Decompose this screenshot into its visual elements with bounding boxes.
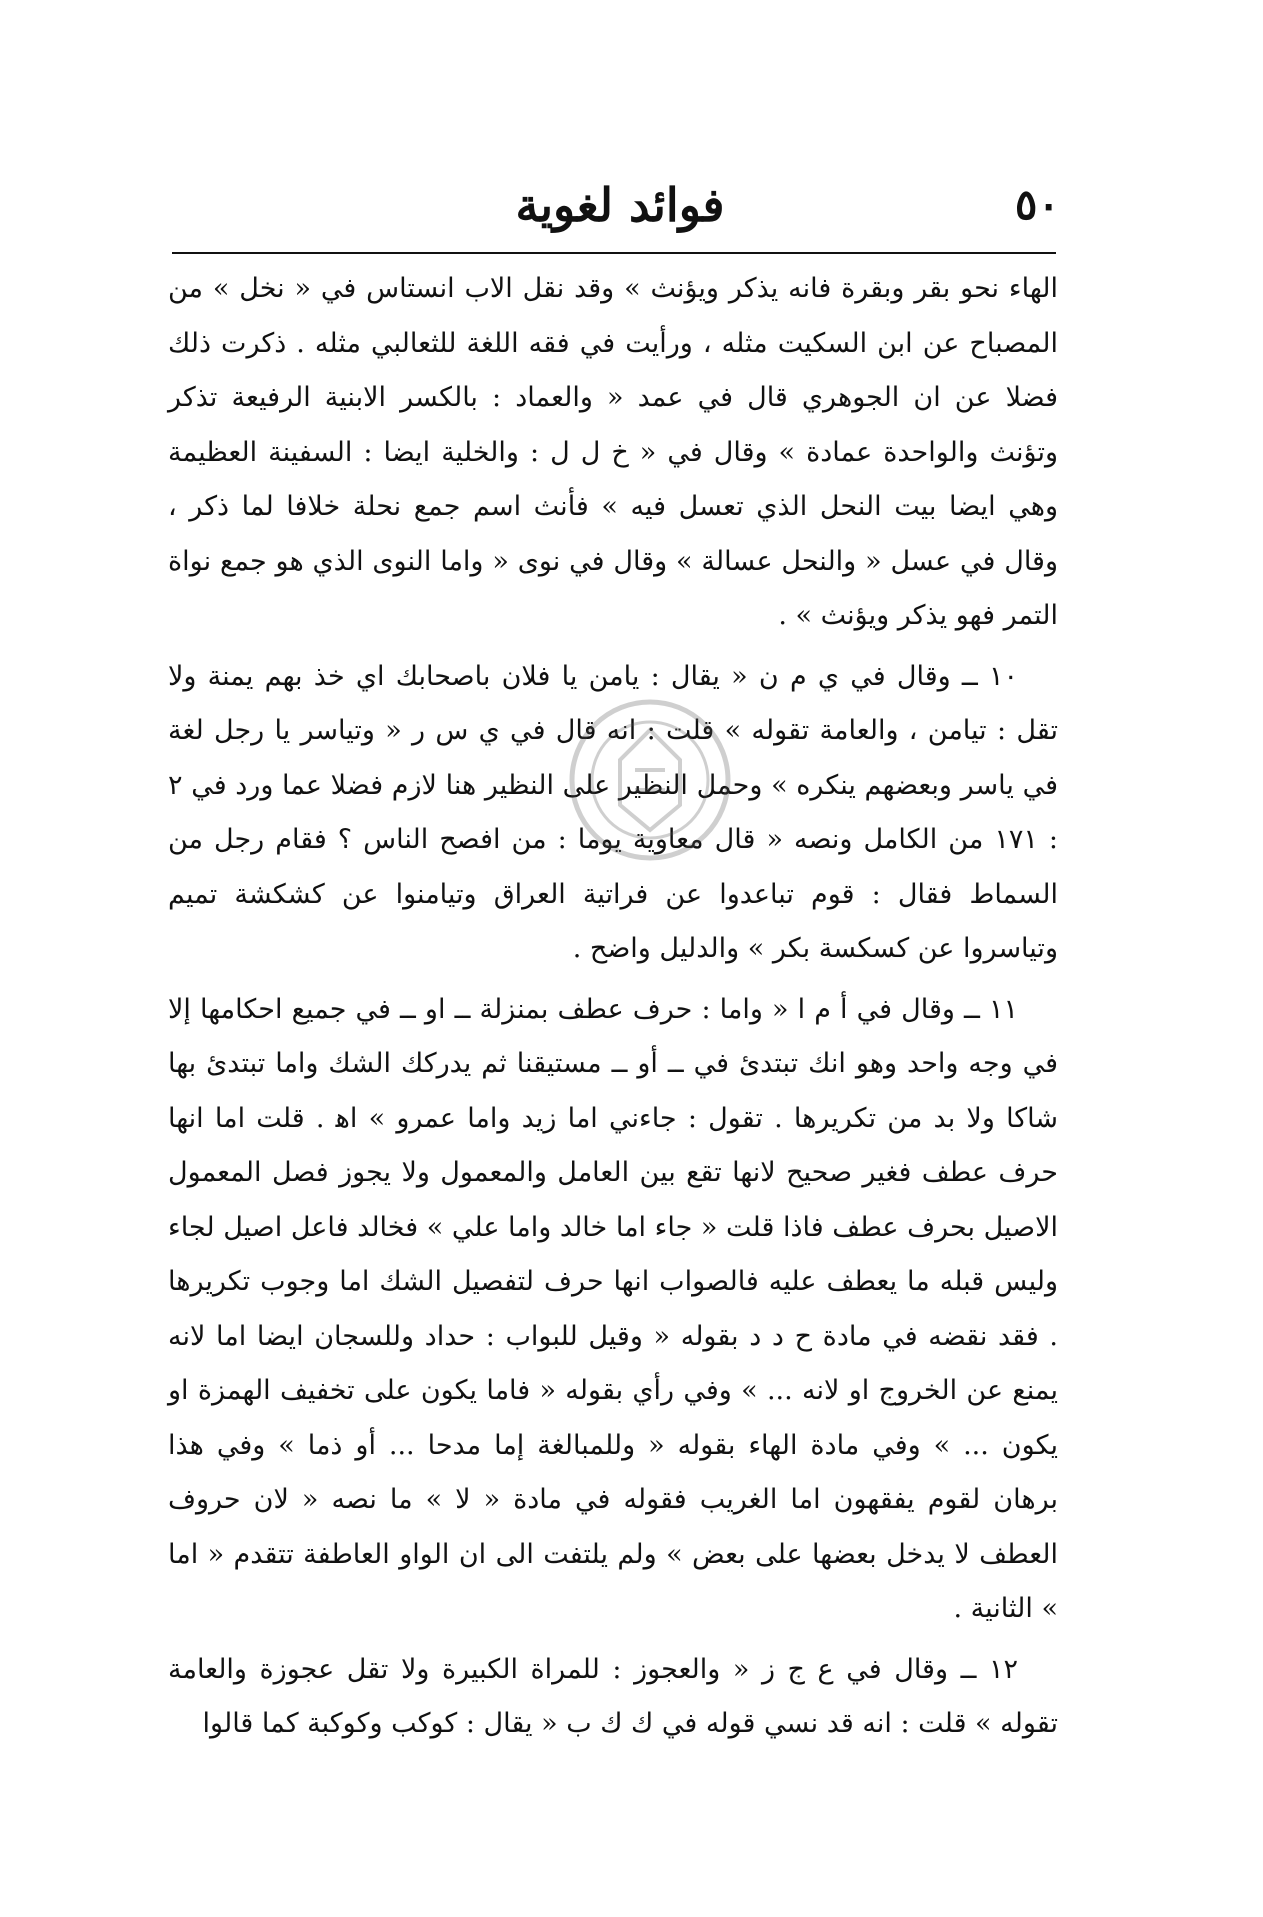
paragraph-item-10: ١٠ ــ وقال في ي م ن « يقال : يامن يا فلان باصحابك اي خذ بهم يمنة ولا تقل : تيامن ، والعامة تقوله » قلت : انه قال في ي س ر « وتياسر يا رجل لغة في ياسر وبعضهم ينكره » وحمل النظير على النظير هنا لازم فضلا عما ورد في ٢ : ١٧١ من الكامل ونصه « قال معاوية يوما : من افصح الناس ؟ فقام رجل من السماط فقال : قوم تباعدوا عن فراتية العراق وتيامنوا عن كشكشة تميم وتياسروا عن كسكسة بكر » والدليل واضح . (168, 660, 1059, 964)
paragraph-continuation: الهاء نحو بقر وبقرة فانه يذكر ويؤنث » وقد نقل الاب انستاس في « نخل » من المصباح عن ابن السكيت مثله ، ورأيت في فقه اللغة للثعالبي مثله . ذكرت ذلك فضلا عن ان الجوهري قال في عمد « والعماد : بالكسر الابنية الرفيعة تذكر وتؤنث والواحدة عمادة » وقال في « خ ل ل : والخلية ايضا : السفينة العظيمة وهي ايضا بيت النحل الذي تعسل فيه » فأنث اسم جمع نحلة خلافا لما ذكر ، وقال في عسل « والنحل عسالة » وقال في نوى « واما النوى الذي هو جمع نواة التمر فهو يذكر ويؤنث » . (168, 273, 1058, 631)
header-rule (172, 252, 1056, 254)
page-header (180, 170, 1060, 250)
page-number: ٥٠ (1014, 180, 1060, 229)
running-title: فوائد لغوية (515, 178, 725, 232)
page-body (168, 262, 1058, 1758)
paragraph-item-12: ١٢ ــ وقال في ع ج ز « والعجوز : للمراة الكبيرة ولا تقل عجوزة والعامة تقوله » قلت : انه قد نسي قوله في ك ك ب « يقال : كوكب وكوكبة كما قالوا (168, 1653, 1058, 1739)
library-stamp-watermark (550, 690, 750, 870)
paragraph-item-11: ١١ ــ وقال في أ م ا « واما : حرف عطف بمنزلة ــ او ــ في جميع احكامها إلا في وجه واحد وهو انك تبتدئ في ــ أو ــ مستيقنا ثم يدركك الشك واما تبتدئ بها شاكا ولا بد من تكريرها . تقول : جاءني اما زيد واما عمرو » اﻫ . قلت اما انها حرف عطف فغير صحيح لانها تقع بين العامل والمعمول ولا يجوز فصل المعمول الاصيل بحرف عطف فاذا قلت « جاء اما خالد واما علي » فخالد فاعل اصيل لجاء وليس قبله ما يعطف عليه فالصواب انها حرف لتفصيل الشك اما وجوب تكريرها . فقد نقضه في مادة ح د د بقوله « وقيل للبواب : حداد وللسجان ايضا اما لانه يمنع عن الخروج او لانه ... » وفي رأي بقوله « فاما يكون على تخفيف الهمزة او يكون ... » وفي مادة الهاء بقوله « وللمبالغة إما مدحا ... أو ذما » وفي هذا برهان لقوم يفقهون اما الغريب فقوله في مادة « لا » ما نصه « لان حروف العطف لا يدخل بعضها على بعض » ولم يلتفت الى ان الواو العاطفة تتقدم « اما » الثانية . (168, 993, 1058, 1624)
